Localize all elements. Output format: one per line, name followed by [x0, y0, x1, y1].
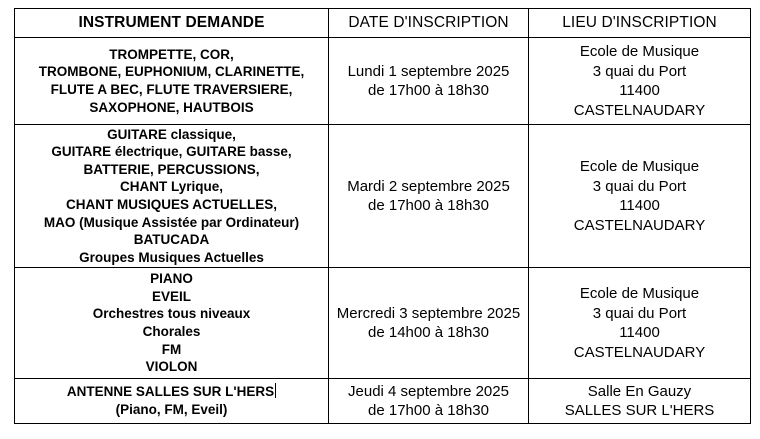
instrument-cell — [15, 38, 329, 125]
registration-table — [14, 8, 751, 424]
instrument-line: FM — [161, 341, 182, 357]
location-line: Ecole de Musique — [579, 285, 700, 302]
instrument-line: PIANO — [150, 271, 193, 287]
location-line: Salle En Gauzy — [587, 382, 692, 400]
instrument-line-with-cursor — [19, 383, 324, 401]
date-day: Mardi 2 septembre 2025 — [347, 177, 510, 195]
location-cell — [529, 268, 751, 379]
instrument-line: Orchestres tous niveaux — [92, 306, 251, 322]
instrument-line: FLUTE A BEC, FLUTE TRAVERSIERE, — [50, 82, 293, 97]
header-date: DATE D'INSCRIPTION — [329, 9, 529, 38]
text-cursor — [275, 383, 276, 398]
header-lieu: LIEU D'INSCRIPTION — [529, 9, 751, 38]
date-hours: de 14h00 à 18h30 — [368, 324, 489, 341]
instrument-line: MAO (Musique Assistée par Ordinateur) — [43, 214, 300, 230]
instrument-line: CHANT Lyrique, — [119, 179, 223, 195]
header-row — [15, 9, 751, 38]
date-hours: de 17h00 à 18h30 — [368, 402, 489, 419]
instrument-line: BATTERIE, PERCUSSIONS, — [83, 161, 260, 177]
location-line: CASTELNAUDARY — [573, 216, 706, 234]
date-cell — [329, 125, 529, 268]
date-cell — [329, 268, 529, 379]
instrument-cell — [15, 379, 329, 424]
table-row — [15, 38, 751, 125]
instrument-line: Groupes Musiques Actuelles — [79, 249, 264, 265]
table-row — [15, 125, 751, 268]
instrument-line: ANTENNE SALLES SUR L'HERS — [66, 384, 275, 400]
instrument-cell — [15, 125, 329, 268]
date-hours: de 17h00 à 18h30 — [368, 82, 489, 99]
instrument-line: BATUCADA — [133, 232, 210, 248]
instrument-line: Chorales — [142, 324, 201, 339]
location-cell — [529, 38, 751, 125]
location-cell — [529, 125, 751, 268]
table-row — [15, 379, 751, 424]
location-line: CASTELNAUDARY — [573, 101, 706, 119]
date-cell — [329, 379, 529, 424]
location-line: SALLES SUR L'HERS — [564, 402, 715, 419]
location-line: 11400 — [619, 82, 660, 99]
location-line: 3 quai du Port — [592, 177, 687, 195]
location-line: Ecole de Musique — [579, 158, 700, 175]
date-day: Lundi 1 septembre 2025 — [347, 62, 510, 80]
instrument-line: GUITARE classique, — [107, 126, 236, 142]
date-cell — [329, 38, 529, 125]
location-cell — [529, 379, 751, 424]
location-line: 11400 — [619, 324, 660, 341]
instrument-line: TROMPETTE, COR, — [109, 46, 234, 62]
instrument-line: CHANT MUSIQUES ACTUELLES, — [65, 197, 277, 212]
instrument-line: GUITARE électrique, GUITARE basse, — [51, 144, 292, 160]
location-line: 3 quai du Port — [592, 304, 687, 322]
instrument-line: (Piano, FM, Eveil) — [115, 402, 228, 417]
instrument-line: SAXOPHONE, HAUTBOIS — [89, 99, 254, 115]
location-line: 3 quai du Port — [592, 62, 687, 80]
location-line: Ecole de Musique — [579, 43, 700, 60]
location-line: 11400 — [619, 197, 660, 214]
table-row — [15, 268, 751, 379]
date-hours: de 17h00 à 18h30 — [368, 197, 489, 214]
header-instrument: INSTRUMENT DEMANDE — [15, 9, 329, 38]
location-line: CASTELNAUDARY — [573, 343, 706, 361]
date-day: Jeudi 4 septembre 2025 — [348, 382, 509, 400]
instrument-line: TROMBONE, EUPHONIUM, CLARINETTE, — [38, 64, 305, 80]
instrument-line: VIOLON — [145, 359, 198, 375]
date-day: Mercredi 3 septembre 2025 — [336, 304, 521, 322]
instrument-cell — [15, 268, 329, 379]
instrument-line: EVEIL — [151, 288, 191, 304]
